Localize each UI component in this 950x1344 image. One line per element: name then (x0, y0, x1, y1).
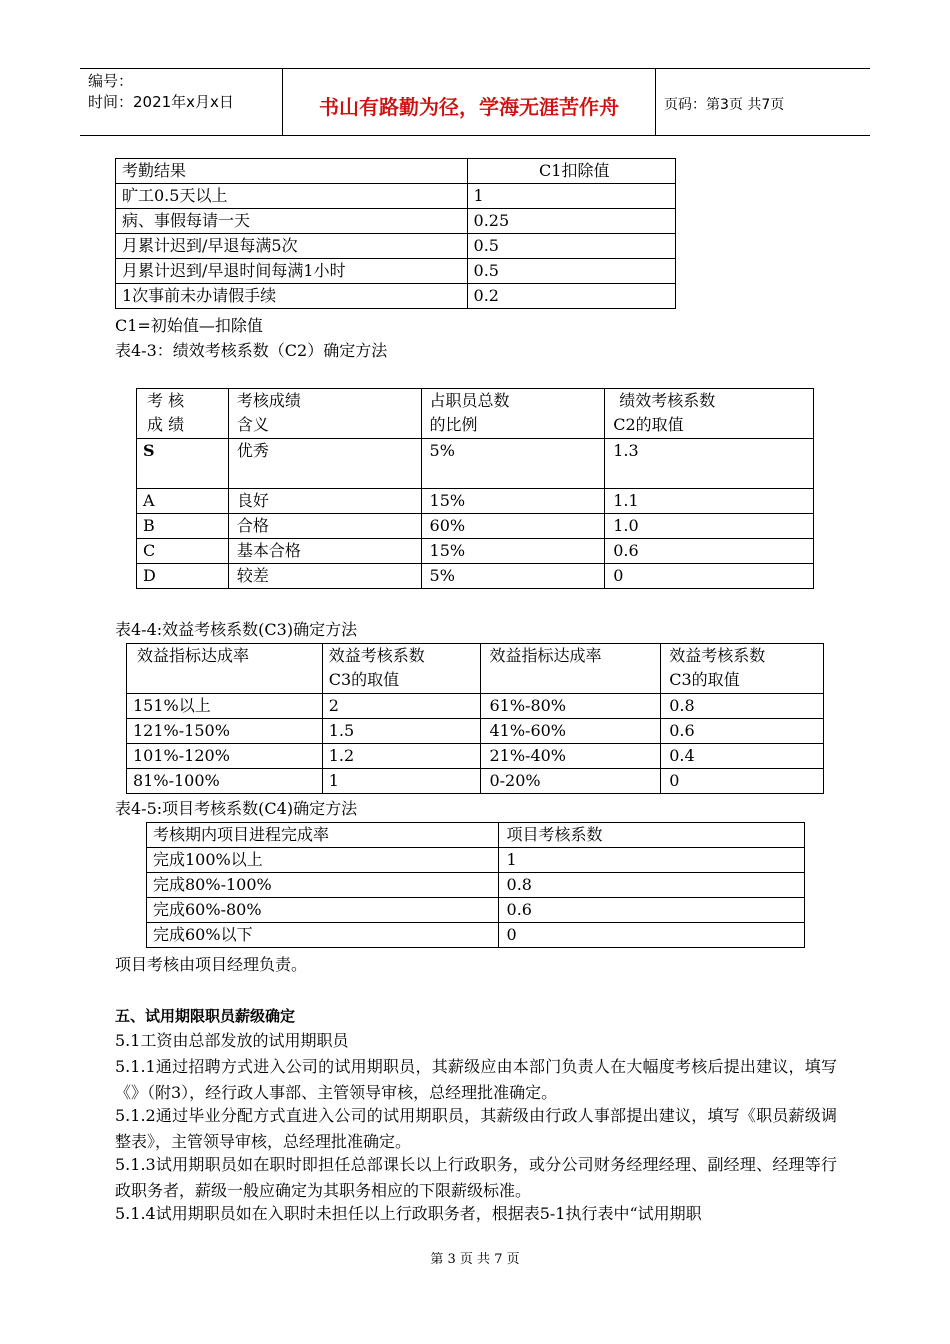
table-cell: 0-20% (481, 769, 661, 794)
table-header-cell: 考核期内项目进程完成率 (147, 823, 499, 848)
table-row (127, 719, 824, 744)
page-footer: 第 3 页 共 7 页 (430, 1252, 520, 1267)
table-row (147, 873, 805, 898)
table-cell: 0.2 (467, 284, 675, 309)
table-cell: 病、事假每请一天 (116, 209, 468, 234)
header-line: 含义 (236, 415, 269, 434)
section-5-1-1: 5.1.1通过招聘方式进入公司的试用期职员，其薪级应由本部门负责人在大幅度考核后提出建议，填写《》（附3），经行政人事部、主管领导审核，总经理批准确定。 (115, 1057, 837, 1102)
table-cell: 0.5 (467, 259, 675, 284)
header-meta (80, 69, 283, 135)
table-row (137, 539, 814, 564)
header-line: 考核成绩 (236, 391, 301, 410)
header-line: 绩效考核系数 (619, 391, 716, 410)
section-5-1-3: 5.1.3试用期职员如在职时即担任总部课长以上行政职务，或分公司财务经理经理、副经理、经理等行政职务者，薪级一般应确定为其职务相应的下限薪级标准。 (115, 1155, 837, 1200)
table-cell: 基本合格 (228, 539, 421, 564)
section-5-title: 五、试用期限职员薪级确定 (115, 1007, 296, 1025)
table-cell: 0 (605, 564, 814, 589)
table-cell: 5% (421, 439, 605, 489)
table-header-cell (605, 389, 814, 439)
header-page-number: 页码：第3页 共7页 (664, 97, 785, 113)
header-line: 的比例 (429, 415, 478, 434)
benefit-coefficient-table (126, 643, 824, 794)
header-line: C2的取值 (613, 415, 684, 434)
table-header-cell (421, 389, 605, 439)
table-cell: 0.6 (661, 719, 824, 744)
table-cell: 15% (421, 539, 605, 564)
table-header-cell: 考勤结果 (116, 159, 468, 184)
header-line: 占职员总数 (429, 391, 510, 410)
table-c3-caption: 表4-4:效益考核系数(C3)确定方法 (115, 620, 358, 639)
table-header-row (116, 159, 676, 184)
header-motto: 书山有路勤为径，学海无涯苦作舟 (283, 69, 656, 135)
table-header-row (147, 823, 805, 848)
table-cell: 81%-100% (127, 769, 323, 794)
table-cell: 0.4 (661, 744, 824, 769)
section-5-1: 5.1工资由总部发放的试用期职员 (115, 1031, 349, 1050)
table-cell: 5% (421, 564, 605, 589)
table-cell: 1.1 (605, 489, 814, 514)
table-cell: 1.5 (322, 719, 481, 744)
project-coefficient-table (146, 822, 805, 948)
table-cell: 完成60%以下 (147, 923, 499, 948)
header-line: C3的取值 (328, 670, 400, 689)
table-cell: 0.6 (605, 539, 814, 564)
table-cell: 完成80%-100% (147, 873, 499, 898)
table-header-row (137, 389, 814, 439)
table-cell: 15% (421, 489, 605, 514)
table-cell: 0.25 (467, 209, 675, 234)
table-cell: 21%-40% (481, 744, 661, 769)
table-header-cell (137, 389, 229, 439)
table-header-cell (481, 644, 661, 694)
table-cell: 1 (322, 769, 481, 794)
table-cell: 61%-80% (481, 694, 661, 719)
table-cell: 合格 (228, 514, 421, 539)
section-5-1-4: 5.1.4试用期职员如在入职时未担任以上行政职务者，根据表5-1执行表中“试用期职 (115, 1204, 702, 1223)
table-cell: 1.2 (322, 744, 481, 769)
table-cell: 121%-150% (127, 719, 323, 744)
table-cell: A (137, 489, 229, 514)
header-line: 考 核 (147, 391, 185, 410)
table-header-cell: C1扣除值 (467, 159, 675, 184)
table-row (116, 259, 676, 284)
table-cell: 1次事前未办请假手续 (116, 284, 468, 309)
table-cell: 月累计迟到/早退时间每满1小时 (116, 259, 468, 284)
table-header-cell (228, 389, 421, 439)
section-5-1-2: 5.1.2通过毕业分配方式直进入公司的试用期职员，其薪级由行政人事部提出建议，填写《职员薪级调整表》，主管领导审核，总经理批准确定。 (115, 1106, 837, 1151)
table-row (147, 898, 805, 923)
table-cell: 0.5 (467, 234, 675, 259)
table-header-cell: 项目考核系数 (498, 823, 804, 848)
table-row (116, 234, 676, 259)
page-header (80, 68, 870, 136)
table-row (137, 439, 814, 489)
header-line: 效益指标达成率 (137, 646, 250, 665)
table-cell: 0.8 (661, 694, 824, 719)
table-cell: S (137, 439, 229, 489)
table-cell: 60% (421, 514, 605, 539)
table-row (137, 564, 814, 589)
table-header-row (127, 644, 824, 694)
number-label: 编号： (88, 72, 134, 90)
table-row (116, 209, 676, 234)
table-row (137, 489, 814, 514)
attendance-deduction-table (115, 158, 676, 309)
c4-note: 项目考核由项目经理负责。 (115, 955, 308, 974)
table-cell: 月累计迟到/早退每满5次 (116, 234, 468, 259)
table-cell: D (137, 564, 229, 589)
table-cell: 旷工0.5天以上 (116, 184, 468, 209)
table-cell: 151%以上 (127, 694, 323, 719)
c1-formula: C1=初始值—扣除值 (115, 316, 263, 335)
table-row (116, 184, 676, 209)
header-line: C3的取值 (669, 670, 740, 689)
table-cell: 101%-120% (127, 744, 323, 769)
table-cell: 完成100%以上 (147, 848, 499, 873)
table-c2-caption: 表4-3：绩效考核系数（C2）确定方法 (115, 341, 388, 360)
table-cell: C (137, 539, 229, 564)
table-row (127, 744, 824, 769)
table-cell: 2 (322, 694, 481, 719)
table-header-cell (127, 644, 323, 694)
table-cell: 0.6 (498, 898, 804, 923)
table-cell: 优秀 (228, 439, 421, 489)
table-cell: 41%-60% (481, 719, 661, 744)
header-line: 效益指标达成率 (489, 646, 602, 665)
table-cell: 较差 (228, 564, 421, 589)
table-cell: 1 (498, 848, 804, 873)
table-row (127, 769, 824, 794)
table-header-cell (322, 644, 481, 694)
table-row (127, 694, 824, 719)
table-header-cell (661, 644, 824, 694)
time-label: 时间：2021年x月x日 (88, 93, 234, 111)
header-line: 成 绩 (147, 415, 185, 434)
table-row (137, 514, 814, 539)
header-line: 效益考核系数 (669, 646, 766, 665)
header-line: 效益考核系数 (328, 646, 425, 665)
table-c4-caption: 表4-5:项目考核系数(C4)确定方法 (115, 799, 358, 818)
table-row (147, 923, 805, 948)
table-cell: B (137, 514, 229, 539)
table-row (147, 848, 805, 873)
performance-coefficient-table (136, 388, 814, 589)
table-cell: 0 (498, 923, 804, 948)
table-cell: 0.8 (498, 873, 804, 898)
table-cell: 良好 (228, 489, 421, 514)
table-cell: 1 (467, 184, 675, 209)
table-cell: 0 (661, 769, 824, 794)
table-cell: 完成60%-80% (147, 898, 499, 923)
table-cell: 1.3 (605, 439, 814, 489)
table-row (116, 284, 676, 309)
table-cell: 1.0 (605, 514, 814, 539)
